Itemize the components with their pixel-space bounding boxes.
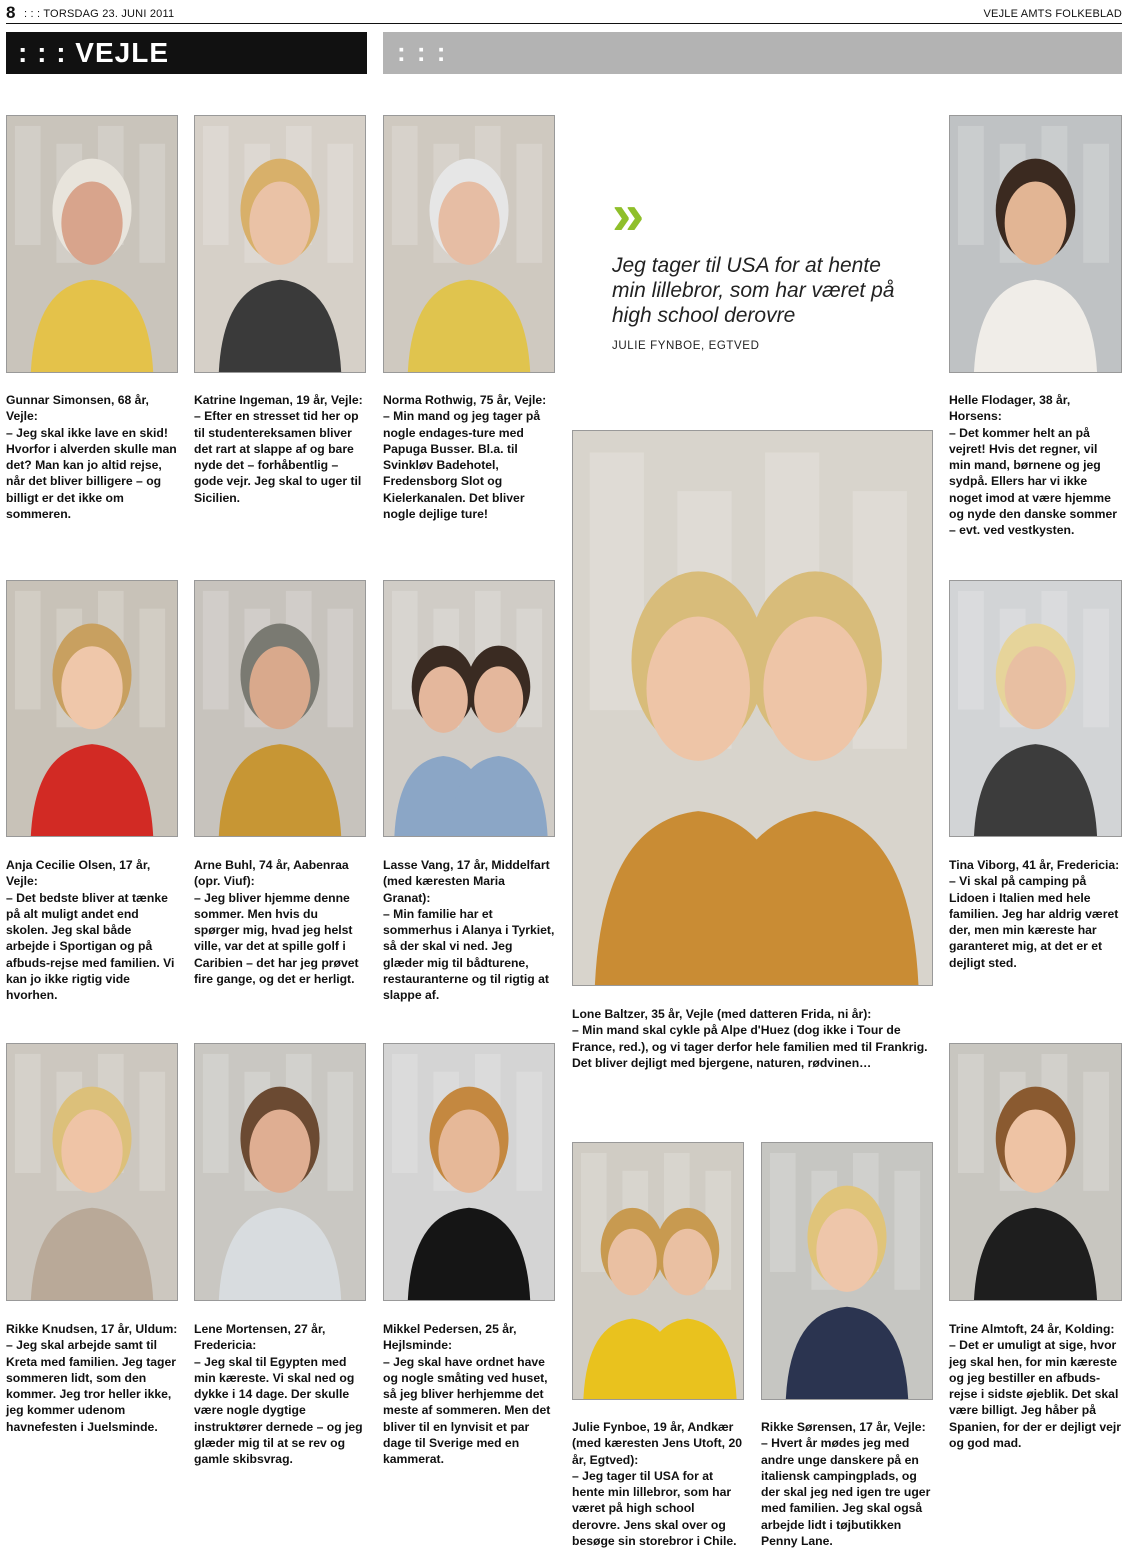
caption-name: Norma Rothwig, 75 år, Vejle: (383, 393, 547, 407)
caption-name: Anja Cecilie Olsen, 17 år, Vejle: (6, 858, 151, 889)
portrait-photo-couple (383, 580, 555, 837)
header-rule (6, 23, 1122, 24)
caption-text: – Min mand skal cykle på Alpe d'Huez (dog ikke i Tour de France, red.), og vi tager derfor hele familien med til Frankrig. Det bliver dejligt med bjergene, naturen, rødvinen… (572, 1023, 928, 1070)
pull-quote (612, 182, 912, 352)
caption (6, 1321, 178, 1435)
page-number: 8 (6, 3, 16, 22)
caption-text: – Det er umuligt at sige, hvor jeg skal hen, for min kæreste og jeg bestiller en afbuds-rejse i sidste øjeblik. Det skal være billigt. Jeg håber på Spanien, for der er dejligt vejr og god mad. (949, 1338, 1122, 1451)
caption (383, 857, 555, 1004)
caption-text: – Jeg skal have ordnet have og nogle småting ved huset, så jeg bliver herhjemme det meste af sommeren. Men det bliver til en lynvisit et par dage til Sverige med en kammerat. (383, 1354, 551, 1467)
pull-quote-text: Jeg tager til USA for at hente min lillebror, som har været på high school derovre (612, 254, 895, 327)
caption-name: Helle Flodager, 38 år, Horsens: (949, 393, 1071, 424)
caption (6, 857, 178, 1004)
caption-text: – Jeg skal ikke lave en skid! Hvorfor i alverden skulle man det? Man kan jo altid rejse, når det bliver billigere – og billigt er det ikke om sommeren. (6, 425, 177, 522)
caption-text: – Efter en stresset tid her op til studentereksamen bliver det rart at slappe af og bare nyde det – forhåbentlig – gode vejr. Jeg skal to uger til Sicilien. (194, 409, 362, 505)
caption-name: Rikke Knudsen, 17 år, Uldum: (6, 1322, 178, 1336)
caption-large (572, 1006, 934, 1071)
section-band-right (383, 32, 1122, 74)
portrait-photo-large (572, 430, 933, 986)
section-band (6, 32, 367, 74)
newspaper-name: VEJLE AMTS FOLKEBLAD (983, 8, 1122, 20)
caption-name: Trine Almtoft, 24 år, Kolding: (949, 1322, 1115, 1336)
caption (383, 1321, 555, 1468)
portrait-photo (194, 115, 366, 373)
section-marker: : : : (397, 37, 448, 67)
caption-text: – Hvert år mødes jeg med andre unge danskere på en italiensk campingplads, og der skal jeg ned igen tre uger med familien. Jeg skal også arbejde lidt i tøjbutikken Penny Lane. (761, 1436, 931, 1549)
caption-name: Lone Baltzer, 35 år, Vejle (med datteren Frida, ni år): (572, 1007, 872, 1021)
caption (194, 392, 366, 506)
caption-text: – Det bedste bliver at tænke på alt muligt andet end skolen. Jeg skal både arbejde i Sportigan og på afbuds-rejse med familien. Vi kan jo ikke rigtig vide hvorhen. (6, 890, 175, 1003)
caption-name: Mikkel Pedersen, 25 år, Hejlsminde: (383, 1322, 517, 1353)
caption-name: Julie Fynboe, 19 år, Andkær (med kæresten Jens Utoft, 20 år, Egtved): (572, 1420, 743, 1467)
page-header (6, 3, 1122, 22)
portrait-photo (383, 1043, 555, 1301)
caption-text: – Min mand og jeg tager på nogle endages-ture med Papuga Busser. Bl.a. til Svinkløv Badehotel, Fredensborg Slot og Kielerkanalen. Det bliver nogle dejlige ture! (383, 409, 541, 522)
portrait-photo (6, 1043, 178, 1301)
caption (761, 1419, 933, 1549)
caption-name: Rikke Sørensen, 17 år, Vejle: (761, 1420, 926, 1434)
caption-text: – Det kommer helt an på vejret! Hvis det regner, vil min mand, børnene og jeg sydpå. Ellers har vi ikke noget imod at være hjemme og nyde den danske sommer – evt. ved vestkysten. (949, 425, 1117, 538)
caption-name: Arne Buhl, 74 år, Aabenraa (opr. Viuf): (194, 858, 349, 889)
pull-quote-attribution: JULIE FYNBOE, EGTVED (612, 340, 760, 352)
caption (949, 857, 1122, 971)
caption (383, 392, 555, 522)
caption-name: Gunnar Simonsen, 68 år, Vejle: (6, 393, 149, 424)
portrait-photo (6, 115, 178, 373)
caption-text: – Vi skal på camping på Lidoen i Italien med hele familien. Jeg har aldrig været der, men min kæreste har garanteret mig, at det er et dejligt sted. (949, 874, 1119, 970)
section-title: : : : VEJLE (18, 37, 170, 68)
caption (572, 1419, 744, 1549)
caption (6, 392, 178, 522)
caption (194, 857, 366, 987)
portrait-photo (949, 580, 1122, 837)
portrait-photo-couple (572, 1142, 744, 1400)
quote-mark-icon: » (612, 182, 639, 247)
caption (949, 392, 1122, 539)
caption (949, 1321, 1122, 1451)
portrait-photo (949, 1043, 1122, 1301)
caption-text: – Jeg skal arbejde samt til Kreta med familien. Jeg tager sommeren lidt, som den kommer. Jeg tror heller ikke, jeg kommer udenom havnefesten i Juelsminde. (6, 1338, 177, 1434)
caption-name: Tina Viborg, 41 år, Fredericia: (949, 858, 1120, 872)
portrait-photo (949, 115, 1122, 373)
caption-text: – Jeg bliver hjemme denne sommer. Men hvis du spørger mig, hvad jeg helst ville, var det at spille golf i Caribien – det har jeg prøvet fire gange, og det er herligt. (194, 890, 359, 987)
portrait-photo (194, 580, 366, 837)
caption-name: Katrine Ingeman, 19 år, Vejle: (194, 393, 363, 407)
caption-text: – Jeg tager til USA for at hente min lillebror, som har været på high school derovre. Jens skal over og besøge sin storebror i Chile. (572, 1468, 737, 1549)
caption (194, 1321, 366, 1468)
portrait-photo (761, 1142, 933, 1400)
caption-text: – Min familie har et sommerhus i Alanya i Tyrkiet, så der skal vi ned. Jeg glæder mig til bådturene, restauranterne og til rigtig at slappe af. (383, 906, 555, 1003)
issue-date: : : : TORSDAG 23. JUNI 2011 (24, 8, 175, 20)
portrait-photo (194, 1043, 366, 1301)
portrait-photo (383, 115, 555, 373)
caption-name: Lasse Vang, 17 år, Middelfart (med kæresten Maria Granat): (383, 858, 550, 905)
caption-text: – Jeg skal til Egypten med min kæreste. Vi skal ned og dykke i 14 dage. Der skulle være nogle dygtige instruktører dernede – og jeg glæder mig til at se rev og gamle skibsvrag. (194, 1354, 363, 1467)
caption-name: Lene Mortensen, 27 år, Fredericia: (194, 1322, 326, 1353)
portrait-photo (6, 580, 178, 837)
